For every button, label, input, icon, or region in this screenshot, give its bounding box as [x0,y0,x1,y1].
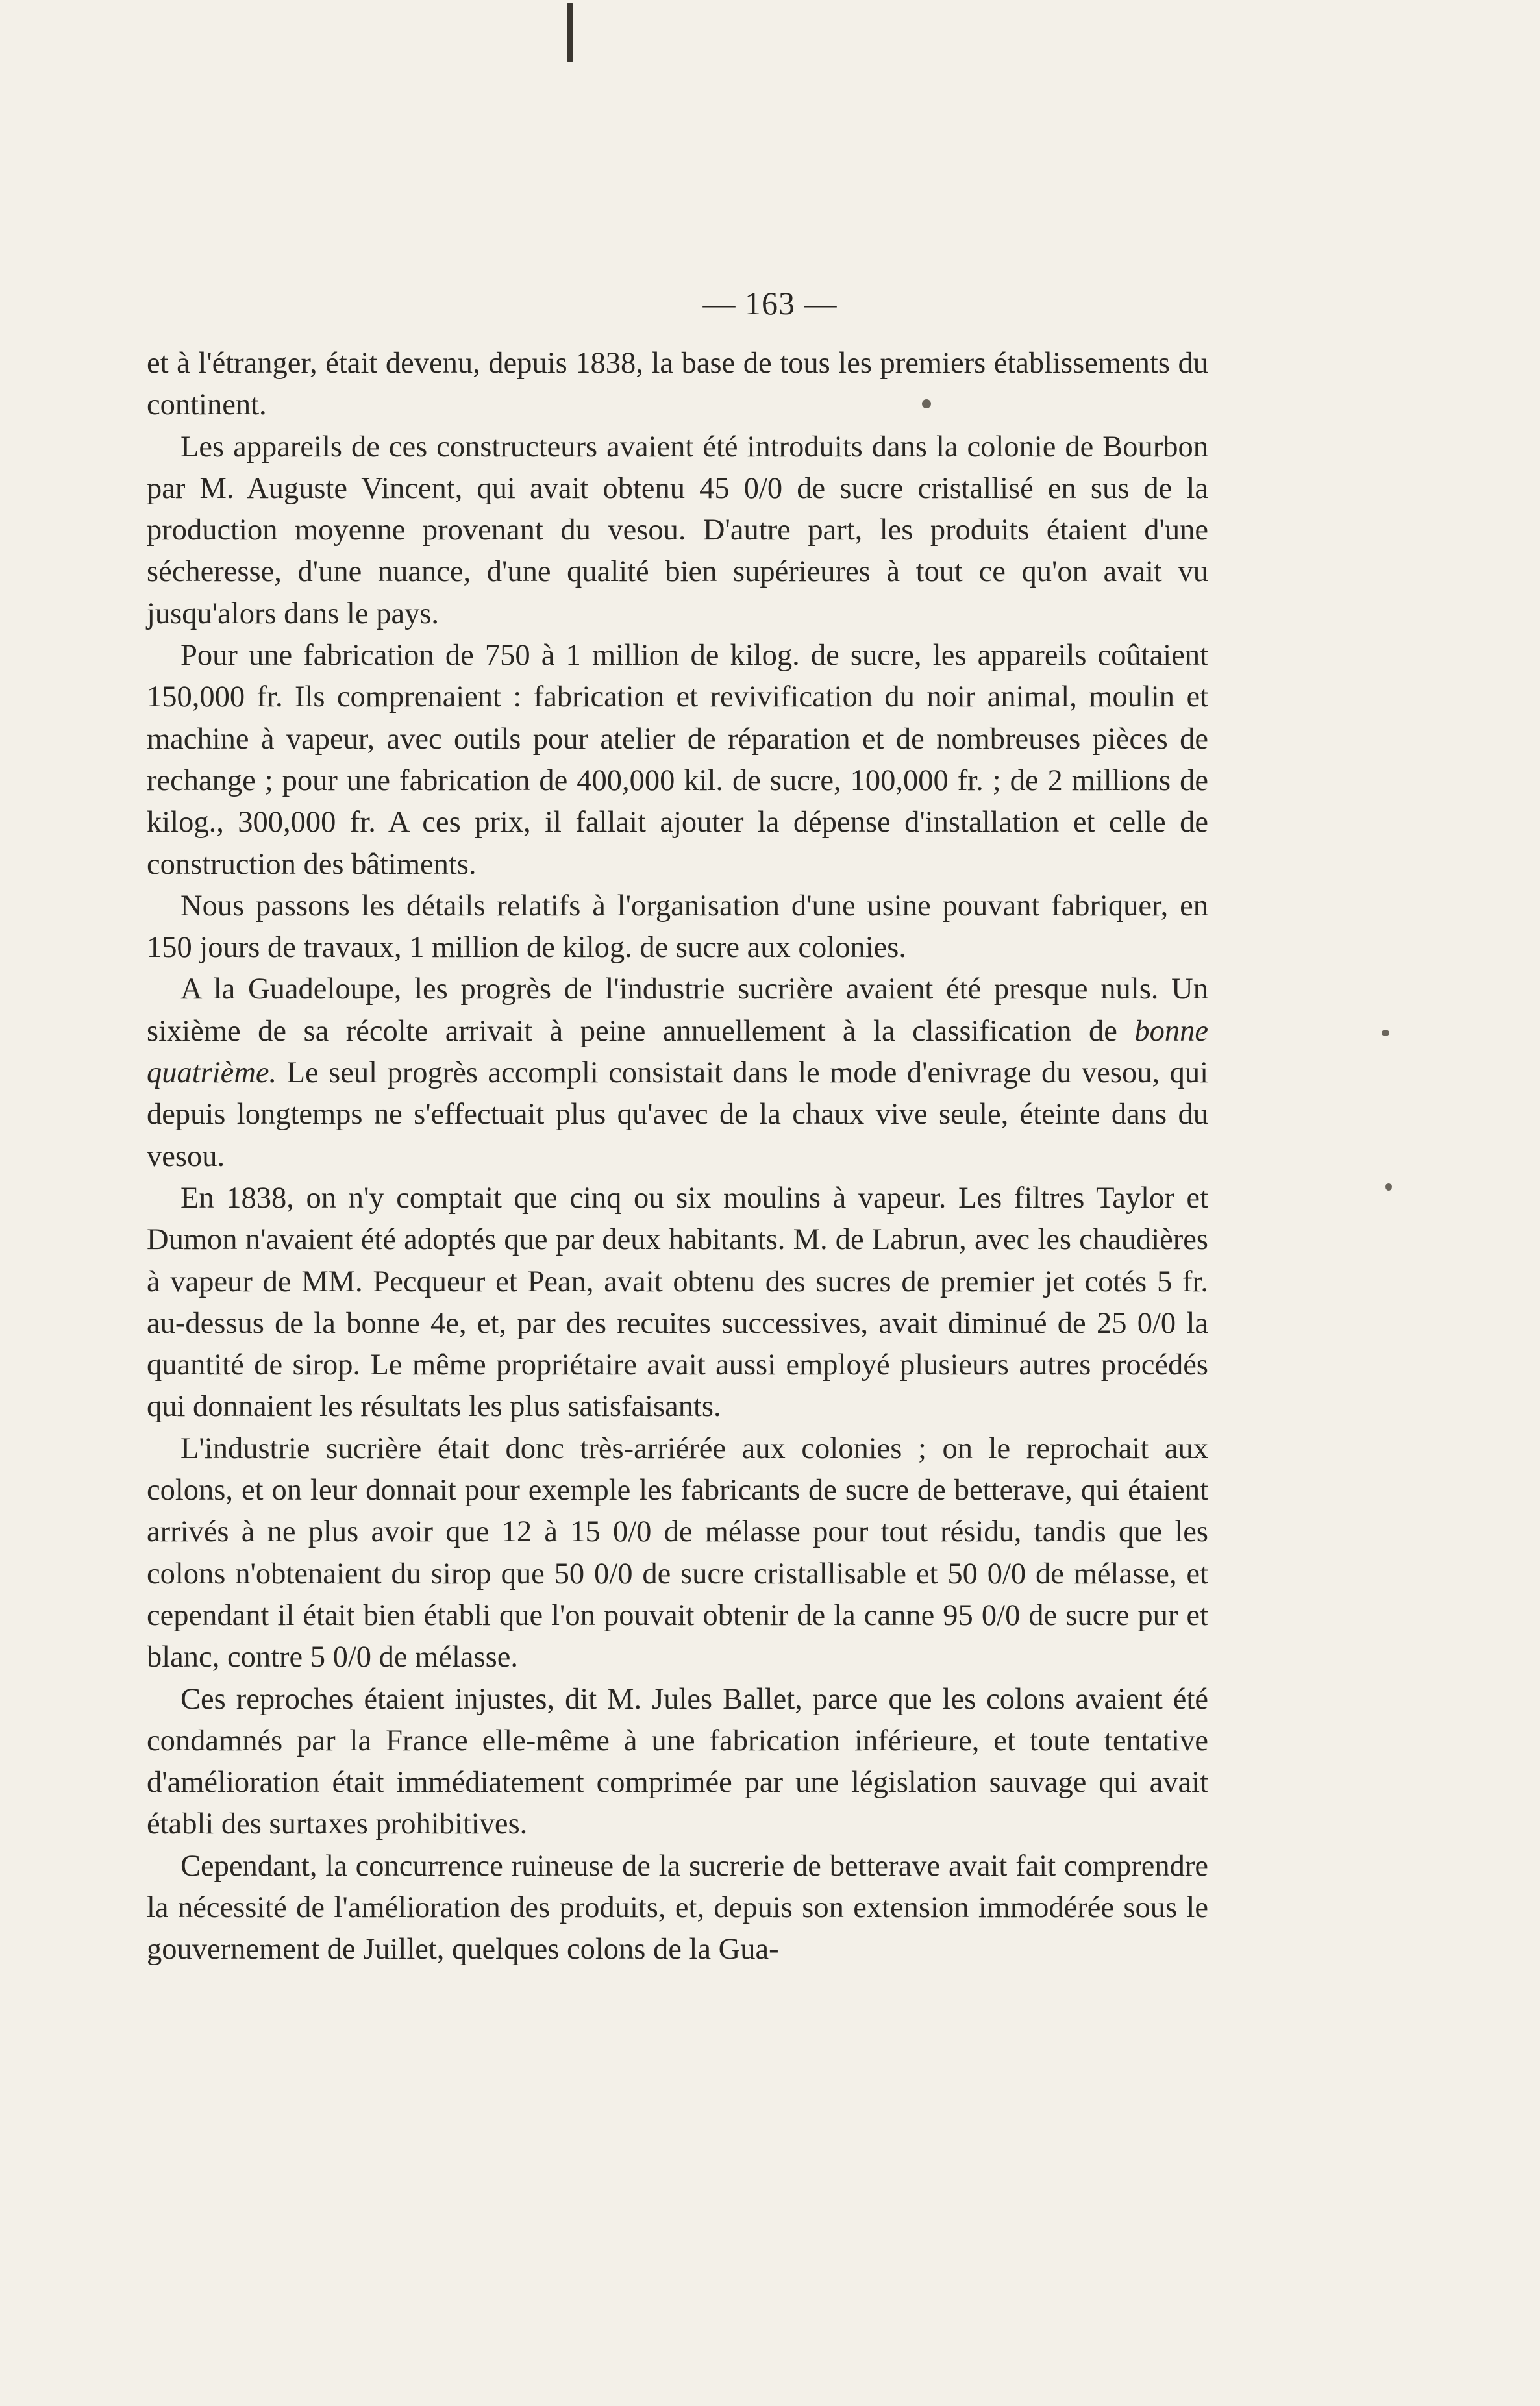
paragraph-8: Ces reproches étaient injustes, dit M. Jules Ballet, parce que les colons avaient été condamnés par la France elle-même à une fabrication inférieure, et toute tentative d'amélioration était immédiatement comprimée par une législation sauvage qui avait établi des surtaxes prohibitives. [147,1682,1208,1841]
paragraph-1: et à l'étranger, était devenu, depuis 1838, la base de tous les premiers établissements du continent. [147,347,1208,422]
paragraph-5 [147,969,1208,1177]
paragraph-5-emphasis: bonne quatrième. [147,1014,1208,1090]
ink-speck [1382,1030,1389,1036]
paragraph-6: En 1838, on n'y comptait que cinq ou six moulins à vapeur. Les filtres Taylor et Dumon n'avaient été adoptés que par deux habitants. M. de Labrun, avec les chaudières à vapeur de MM. Pecqueur et Pean, avait obtenu des sucres de premier jet cotés 5 fr. au-dessus de la bonne 4e, et, par des recuites successives, avait diminué de 25 0/0 la quantité de sirop. Le même propriétaire avait aussi employé plusieurs autres procédés qui donnaient les résultats les plus satisfaisants. [147,1181,1208,1424]
paragraph-5-end: Le seul progrès accompli consistait dans le mode d'enivrage du vesou, qui depuis longtemps ne s'effectuait plus qu'avec de la chaux vive seule, éteinte dans du vesou. [147,1056,1208,1173]
page-number: — 163 — [702,285,838,321]
paragraph-5-start: A la Guadeloupe, les progrès de l'industrie sucrière avaient été presque nuls. Un sixième de sa récolte arrivait à peine annuellement à la classification de [147,973,1208,1048]
paragraph-7: L'industrie sucrière était donc très-arriérée aux colonies ; on le reprochait aux colons, et on leur donnait pour exemple les fabricants de sucre de betterave, qui étaient arrivés à ne plus avoir que 12 à 15 0/0 de mélasse pour tout résidu, tandis que les colons n'obtenaient du sirop que 50 0/0 de sucre cristallisable et 50 0/0 de mélasse, et cependant il était bien établi que l'on pouvait obtenir de la canne 95 0/0 de sucre pur et blanc, contre 5 0/0 de mélasse. [147,1432,1208,1674]
paragraph-3: Pour une fabrication de 750 à 1 million de kilog. de sucre, les appareils coûtaient 150,000 fr. Ils comprenaient : fabrication et revivification du noir animal, moulin et machine à vapeur, avec outils pour atelier de réparation et de nombreuses pièces de rechange ; pour une fabrication de 400,000 kil. de sucre, 100,000 fr. ; de 2 millions de kilog., 300,000 fr. A ces prix, il fallait ajouter la dépense d'installation et celle de construction des bâtiments. [147,639,1208,881]
ink-speck [1385,1183,1392,1191]
body-text [147,343,1208,1971]
paragraph-4: Nous passons les détails relatifs à l'organisation d'une usine pouvant fabriquer, en 150 jours de travaux, 1 million de kilog. de sucre aux colonies. [147,889,1208,965]
paragraph-2: Les appareils de ces constructeurs avaient été introduits dans la colonie de Bourbon par M. Auguste Vincent, qui avait obtenu 45 0/0 de sucre cristallisé en sus de la production moyenne provenant du vesou. D'autre part, les produits étaient d'une sécheresse, d'une nuance, d'une qualité bien supérieures à tout ce qu'on avait vu jusqu'alors dans le pays. [147,430,1208,630]
scan-artifact [567,3,573,62]
paragraph-9: Cependant, la concurrence ruineuse de la sucrerie de betterave avait fait comprendre la nécessité de l'amélioration des produits, et, depuis son extension immodérée sous le gouvernement de Juillet, quelques colons de la Gua- [147,1849,1208,1966]
